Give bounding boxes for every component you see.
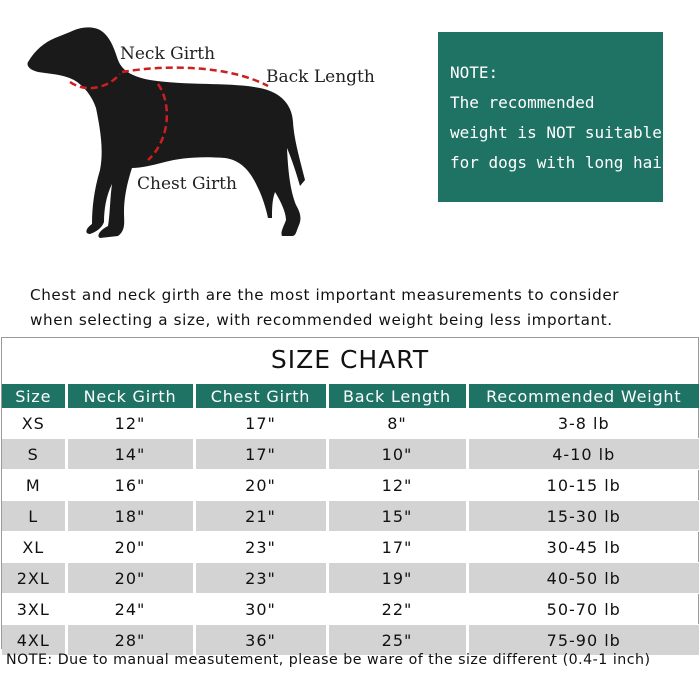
weight-cell: 15-30 lb xyxy=(467,501,699,532)
note-line: for dogs with long hair. xyxy=(450,153,682,172)
measurement-footnote: NOTE: Due to manual measutement, please be ware of the size different (0.4-1 inch) xyxy=(6,652,651,668)
table-row xyxy=(2,439,699,470)
note-line: The recommended xyxy=(450,93,595,112)
table-row xyxy=(2,625,699,656)
column-header-back-length: Back Length xyxy=(327,384,467,408)
intro-line: when selecting a size, with recommended weight being less important. xyxy=(30,311,613,329)
weight-cell: 3-8 lb xyxy=(467,408,699,439)
neck-girth-cell: 20" xyxy=(66,532,194,563)
note-line: weight is NOT suitable xyxy=(450,123,662,142)
dog-measurement-diagram xyxy=(0,0,420,260)
back-length-cell: 22" xyxy=(327,594,467,625)
table-row xyxy=(2,408,699,439)
size-cell: 2XL xyxy=(2,563,66,594)
size-table xyxy=(2,384,699,656)
column-header-chest-girth: Chest Girth xyxy=(194,384,327,408)
chest-girth-cell: 36" xyxy=(194,625,327,656)
size-cell: XL xyxy=(2,532,66,563)
size-cell: 3XL xyxy=(2,594,66,625)
chest-girth-cell: 21" xyxy=(194,501,327,532)
back-length-cell: 15" xyxy=(327,501,467,532)
table-row xyxy=(2,501,699,532)
chest-girth-cell: 30" xyxy=(194,594,327,625)
neck-girth-cell: 20" xyxy=(66,563,194,594)
chest-girth-cell: 23" xyxy=(194,563,327,594)
neck-girth-cell: 28" xyxy=(66,625,194,656)
neck-girth-cell: 12" xyxy=(66,408,194,439)
chest-girth-cell: 17" xyxy=(194,439,327,470)
table-row xyxy=(2,594,699,625)
neck-girth-cell: 24" xyxy=(66,594,194,625)
table-header-row xyxy=(2,384,699,408)
table-row xyxy=(2,470,699,501)
table-row xyxy=(2,532,699,563)
neck-girth-cell: 16" xyxy=(66,470,194,501)
size-cell: M xyxy=(2,470,66,501)
back-length-cell: 19" xyxy=(327,563,467,594)
chest-girth-cell: 17" xyxy=(194,408,327,439)
neck-girth-cell: 14" xyxy=(66,439,194,470)
column-header-size: Size xyxy=(2,384,66,408)
weight-cell: 4-10 lb xyxy=(467,439,699,470)
back-length-cell: 8" xyxy=(327,408,467,439)
size-cell: XS xyxy=(2,408,66,439)
back-length-cell: 17" xyxy=(327,532,467,563)
back-length-label: Back Length xyxy=(266,67,375,87)
long-hair-note xyxy=(438,32,682,202)
size-cell: S xyxy=(2,439,66,470)
weight-cell: 10-15 lb xyxy=(467,470,699,501)
size-cell: L xyxy=(2,501,66,532)
size-chart xyxy=(1,337,699,649)
note-line: NOTE: xyxy=(450,63,499,82)
back-length-cell: 25" xyxy=(327,625,467,656)
column-header-neck-girth: Neck Girth xyxy=(66,384,194,408)
chest-girth-label: Chest Girth xyxy=(137,174,237,194)
weight-cell: 30-45 lb xyxy=(467,532,699,563)
back-length-cell: 12" xyxy=(327,470,467,501)
chest-girth-cell: 20" xyxy=(194,470,327,501)
column-header-recommended-weight: Recommended Weight xyxy=(467,384,699,408)
back-length-cell: 10" xyxy=(327,439,467,470)
weight-cell: 40-50 lb xyxy=(467,563,699,594)
table-row xyxy=(2,563,699,594)
weight-cell: 75-90 lb xyxy=(467,625,699,656)
weight-cell: 50-70 lb xyxy=(467,594,699,625)
intro-line: Chest and neck girth are the most important measurements to consider xyxy=(30,286,620,304)
neck-girth-label: Neck Girth xyxy=(120,44,216,64)
intro-paragraph xyxy=(30,283,690,333)
chest-girth-cell: 23" xyxy=(194,532,327,563)
size-chart-title: SIZE CHART xyxy=(270,345,430,374)
size-cell: 4XL xyxy=(2,625,66,656)
dog-silhouette-icon xyxy=(0,0,420,260)
neck-girth-cell: 18" xyxy=(66,501,194,532)
